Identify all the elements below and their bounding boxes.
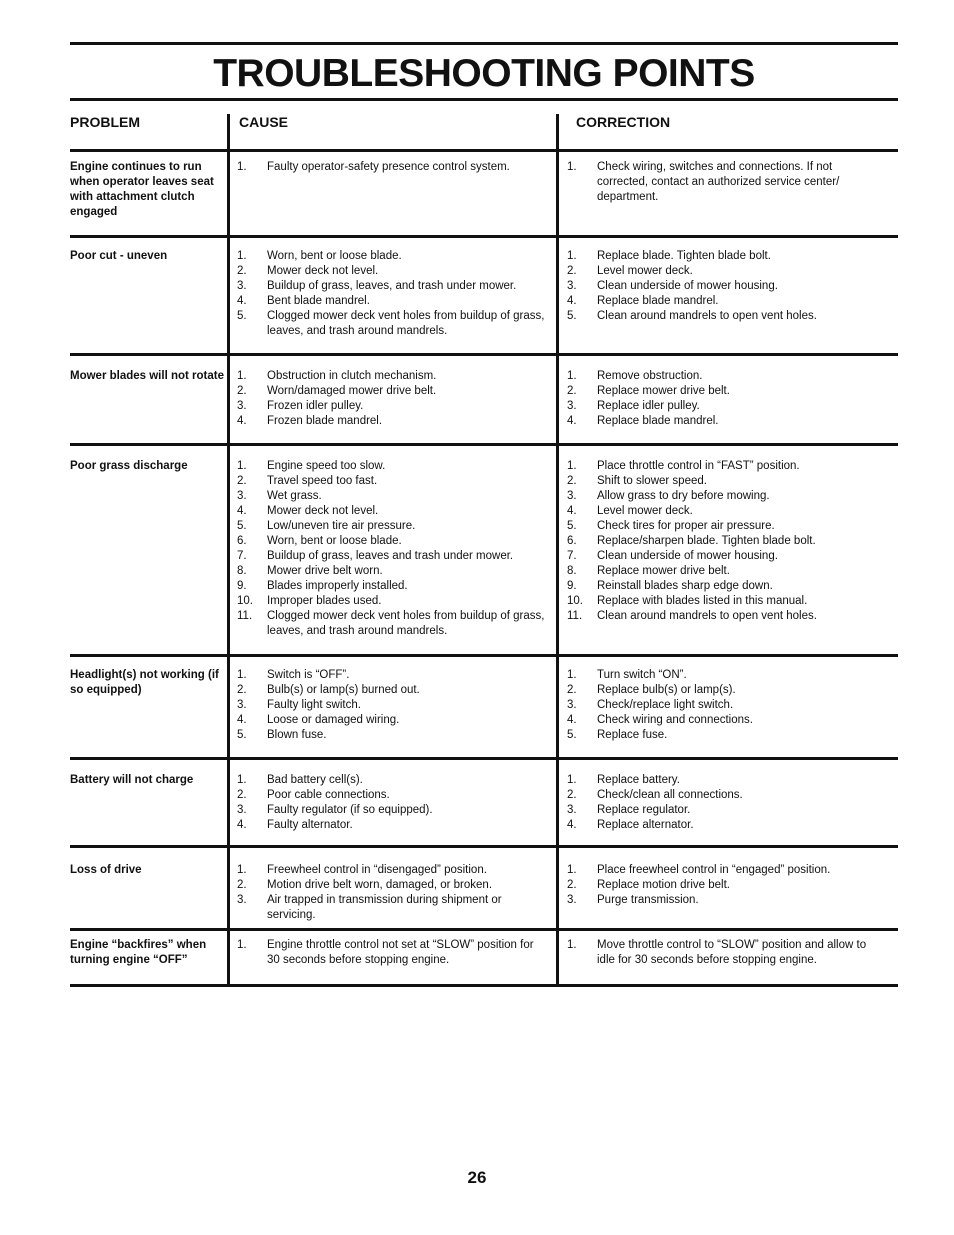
list-item: [567, 160, 885, 205]
item-number: 2.: [567, 385, 577, 397]
list-item: [567, 863, 885, 878]
correction-list: [567, 668, 885, 743]
item-number: 3.: [567, 804, 577, 816]
list-item: [567, 519, 885, 534]
item-number: 1.: [567, 161, 577, 173]
item-number: 1.: [567, 460, 577, 472]
list-item: [237, 279, 549, 294]
list-item: [567, 534, 885, 549]
header-problem: PROBLEM: [70, 114, 140, 130]
item-number: 1.: [567, 370, 577, 382]
list-item: [567, 309, 885, 324]
item-number: 1.: [237, 774, 247, 786]
item-number: 9.: [567, 580, 577, 592]
cause-list: [237, 668, 549, 743]
row-divider: [70, 928, 898, 931]
item-number: 2.: [567, 789, 577, 801]
item-text: Frozen blade mandrel.: [267, 415, 383, 427]
item-number: 2.: [237, 265, 247, 277]
list-item: [567, 668, 885, 683]
item-number: 6.: [567, 535, 577, 547]
list-item: [237, 788, 549, 803]
item-number: 3.: [237, 804, 247, 816]
item-text: Replace blade. Tighten blade bolt.: [597, 250, 771, 262]
problem-cell: Mower blades will not rotate: [70, 370, 224, 382]
list-item: [567, 893, 885, 908]
item-number: 2.: [237, 684, 247, 696]
row-divider: [70, 353, 898, 356]
list-item: [567, 504, 885, 519]
top-rule: [70, 42, 898, 45]
header-correction: CORRECTION: [576, 114, 671, 130]
item-text: Improper blades used.: [267, 595, 382, 607]
item-text: Replace battery.: [597, 774, 680, 786]
list-item: [567, 803, 885, 818]
row-divider: [70, 443, 898, 446]
item-number: 1.: [567, 669, 577, 681]
item-number: 2.: [237, 475, 247, 487]
item-text: Check wiring, switches and connections. If not corrected, contact an authorized service center/ department.: [597, 161, 840, 203]
list-item: [237, 878, 549, 893]
correction-list: [567, 160, 885, 205]
header-cause: CAUSE: [239, 114, 289, 130]
item-text: Engine throttle control not set at “SLOW” position for 30 seconds before stopping engine.: [267, 939, 534, 966]
item-number: 4.: [567, 505, 577, 517]
problem-cell: Poor grass discharge: [70, 460, 188, 472]
item-number: 8.: [567, 565, 577, 577]
list-item: [237, 504, 549, 519]
item-number: 1.: [237, 864, 247, 876]
item-text: Faulty alternator.: [267, 819, 353, 831]
item-text: Mower deck not level.: [267, 505, 379, 517]
item-number: 2.: [237, 879, 247, 891]
item-number: 6.: [237, 535, 247, 547]
list-item: [237, 160, 549, 175]
item-number: 1.: [567, 250, 577, 262]
list-item: [567, 609, 885, 624]
item-number: 5.: [567, 310, 577, 322]
item-text: Buildup of grass, leaves and trash under mower.: [267, 550, 514, 562]
item-number: 5.: [237, 520, 247, 532]
list-item: [567, 683, 885, 698]
item-number: 3.: [567, 699, 577, 711]
item-number: 4.: [237, 505, 247, 517]
item-number: 5.: [567, 729, 577, 741]
item-text: Mower drive belt worn.: [267, 565, 383, 577]
list-item: [237, 713, 549, 728]
list-item: [237, 534, 549, 549]
problem-cell: Poor cut - uneven: [70, 250, 168, 262]
list-item: [567, 878, 885, 893]
item-text: Purge transmission.: [597, 894, 699, 906]
list-item: [237, 414, 549, 429]
item-number: 1.: [237, 370, 247, 382]
list-item: [237, 564, 549, 579]
list-item: [237, 818, 549, 833]
list-item: [567, 414, 885, 429]
list-item: [237, 668, 549, 683]
item-number: 4.: [567, 295, 577, 307]
list-item: [237, 309, 549, 339]
list-item: [237, 459, 549, 474]
problem-cell: Headlight(s) not working (if so equipped): [70, 669, 219, 696]
list-item: [237, 474, 549, 489]
list-item: [567, 594, 885, 609]
list-item: [567, 564, 885, 579]
list-item: [567, 728, 885, 743]
item-text: Clean around mandrels to open vent holes.: [597, 310, 817, 322]
item-text: Check/clean all connections.: [597, 789, 743, 801]
item-text: Air trapped in transmission during shipment or servicing.: [267, 894, 502, 921]
item-number: 2.: [567, 879, 577, 891]
item-text: Turn switch “ON”.: [597, 669, 687, 681]
item-text: Replace motion drive belt.: [597, 879, 730, 891]
item-number: 1.: [567, 864, 577, 876]
item-text: Replace regulator.: [597, 804, 691, 816]
column-divider-problem: [227, 114, 230, 987]
item-text: Blown fuse.: [267, 729, 327, 741]
list-item: [237, 609, 549, 639]
list-item: [237, 294, 549, 309]
item-text: Blades improperly installed.: [267, 580, 408, 592]
item-number: 10.: [567, 595, 583, 607]
column-divider-cause: [556, 114, 559, 987]
list-item: [237, 683, 549, 698]
correction-list: [567, 863, 885, 908]
item-text: Replace blade mandrel.: [597, 415, 719, 427]
list-item: [567, 264, 885, 279]
item-text: Clogged mower deck vent holes from buildup of grass, leaves, and trash around mandrels.: [267, 310, 545, 337]
item-number: 3.: [567, 280, 577, 292]
item-text: Travel speed too fast.: [267, 475, 378, 487]
list-item: [237, 399, 549, 414]
item-number: 3.: [237, 699, 247, 711]
item-number: 4.: [237, 714, 247, 726]
list-item: [237, 594, 549, 609]
item-text: Place freewheel control in “engaged” position.: [597, 864, 831, 876]
item-number: 4.: [567, 415, 577, 427]
item-text: Faulty light switch.: [267, 699, 361, 711]
list-item: [237, 893, 549, 923]
item-text: Shift to slower speed.: [597, 475, 707, 487]
item-number: 7.: [237, 550, 247, 562]
item-text: Faulty operator-safety presence control system.: [267, 161, 510, 173]
item-number: 1.: [567, 774, 577, 786]
item-number: 1.: [567, 939, 577, 951]
item-number: 3.: [237, 400, 247, 412]
row-divider: [70, 845, 898, 848]
item-text: Bad battery cell(s).: [267, 774, 363, 786]
item-text: Replace alternator.: [597, 819, 694, 831]
list-item: [567, 938, 885, 968]
item-text: Engine speed too slow.: [267, 460, 386, 472]
item-number: 4.: [237, 415, 247, 427]
correction-list: [567, 773, 885, 833]
item-number: 4.: [237, 819, 247, 831]
item-text: Place throttle control in “FAST” position.: [597, 460, 800, 472]
item-number: 11.: [237, 610, 253, 622]
item-text: Replace idler pulley.: [597, 400, 700, 412]
item-number: 8.: [237, 565, 247, 577]
item-number: 5.: [567, 520, 577, 532]
item-text: Replace mower drive belt.: [597, 385, 730, 397]
item-text: Level mower deck.: [597, 505, 693, 517]
item-text: Check/replace light switch.: [597, 699, 734, 711]
cause-list: [237, 249, 549, 339]
list-item: [567, 713, 885, 728]
item-number: 2.: [567, 475, 577, 487]
item-text: Worn/damaged mower drive belt.: [267, 385, 437, 397]
page-number: 26: [467, 1168, 487, 1187]
item-number: 4.: [237, 295, 247, 307]
list-item: [567, 579, 885, 594]
item-text: Wet grass.: [267, 490, 322, 502]
list-item: [567, 369, 885, 384]
list-item: [237, 369, 549, 384]
list-item: [567, 294, 885, 309]
correction-list: [567, 459, 885, 624]
list-item: [237, 549, 549, 564]
list-item: [237, 698, 549, 713]
item-text: Low/uneven tire air pressure.: [267, 520, 416, 532]
item-number: 5.: [237, 310, 247, 322]
item-number: 2.: [237, 789, 247, 801]
item-text: Bent blade mandrel.: [267, 295, 370, 307]
item-number: 2.: [567, 684, 577, 696]
item-text: Check tires for proper air pressure.: [597, 520, 775, 532]
page-title: TROUBLESHOOTING POINTS: [213, 52, 755, 95]
item-text: Faulty regulator (if so equipped).: [267, 804, 433, 816]
item-number: 2.: [567, 265, 577, 277]
list-item: [567, 773, 885, 788]
list-item: [567, 489, 885, 504]
item-number: 3.: [567, 490, 577, 502]
list-item: [237, 863, 549, 878]
cause-list: [237, 938, 549, 968]
item-text: Obstruction in clutch mechanism.: [267, 370, 437, 382]
item-text: Replace with blades listed in this manual.: [597, 595, 808, 607]
item-number: 11.: [567, 610, 583, 622]
item-number: 9.: [237, 580, 247, 592]
list-item: [237, 579, 549, 594]
item-number: 1.: [237, 939, 247, 951]
cause-list: [237, 369, 549, 429]
item-text: Allow grass to dry before mowing.: [597, 490, 770, 502]
item-number: 1.: [237, 250, 247, 262]
list-item: [567, 549, 885, 564]
title-rule: [70, 98, 898, 101]
correction-list: [567, 369, 885, 429]
problem-cell: Loss of drive: [70, 864, 142, 876]
list-item: [567, 399, 885, 414]
item-text: Poor cable connections.: [267, 789, 390, 801]
list-item: [237, 938, 549, 968]
list-item: [567, 459, 885, 474]
row-divider: [70, 235, 898, 238]
item-text: Remove obstruction.: [597, 370, 703, 382]
cause-list: [237, 459, 549, 639]
row-divider: [70, 984, 898, 987]
list-item: [567, 698, 885, 713]
item-text: Frozen idler pulley.: [267, 400, 364, 412]
item-text: Clean around mandrels to open vent holes.: [597, 610, 817, 622]
row-divider: [70, 654, 898, 657]
item-number: 5.: [237, 729, 247, 741]
list-item: [567, 279, 885, 294]
item-text: Replace mower drive belt.: [597, 565, 730, 577]
list-item: [237, 803, 549, 818]
item-number: 3.: [237, 280, 247, 292]
item-text: Replace blade mandrel.: [597, 295, 719, 307]
item-text: Clean underside of mower housing.: [597, 550, 778, 562]
problem-cell: Engine “backfires” when turning engine “OFF”: [70, 939, 207, 966]
item-text: Switch is “OFF”.: [267, 669, 350, 681]
item-text: Worn, bent or loose blade.: [267, 250, 402, 262]
item-text: Loose or damaged wiring.: [267, 714, 400, 726]
item-text: Clogged mower deck vent holes from buildup of grass, leaves, and trash around mandrels.: [267, 610, 545, 637]
item-number: 3.: [237, 490, 247, 502]
item-text: Move throttle control to “SLOW” position and allow to idle for 30 seconds before stopping engine.: [597, 939, 867, 966]
item-number: 10.: [237, 595, 253, 607]
cause-list: [237, 773, 549, 833]
item-number: 4.: [567, 819, 577, 831]
item-number: 1.: [237, 669, 247, 681]
item-text: Check wiring and connections.: [597, 714, 753, 726]
correction-list: [567, 938, 885, 968]
item-text: Motion drive belt worn, damaged, or broken.: [267, 879, 493, 891]
list-item: [237, 384, 549, 399]
item-text: Freewheel control in “disengaged” position.: [267, 864, 487, 876]
item-text: Clean underside of mower housing.: [597, 280, 778, 292]
item-number: 7.: [567, 550, 577, 562]
item-text: Mower deck not level.: [267, 265, 379, 277]
item-number: 2.: [237, 385, 247, 397]
item-number: 4.: [567, 714, 577, 726]
item-text: Level mower deck.: [597, 265, 693, 277]
item-text: Replace fuse.: [597, 729, 668, 741]
cause-list: [237, 863, 549, 923]
list-item: [237, 264, 549, 279]
item-number: 3.: [567, 894, 577, 906]
row-divider: [70, 757, 898, 760]
item-number: 1.: [237, 460, 247, 472]
list-item: [237, 519, 549, 534]
item-text: Worn, bent or loose blade.: [267, 535, 402, 547]
item-number: 3.: [237, 894, 247, 906]
list-item: [567, 249, 885, 264]
item-text: Reinstall blades sharp edge down.: [597, 580, 773, 592]
list-item: [237, 489, 549, 504]
list-item: [567, 474, 885, 489]
item-number: 1.: [237, 161, 247, 173]
item-text: Replace bulb(s) or lamp(s).: [597, 684, 736, 696]
cause-list: [237, 160, 549, 175]
list-item: [237, 773, 549, 788]
row-divider: [70, 149, 898, 152]
item-text: Buildup of grass, leaves, and trash under mower.: [267, 280, 517, 292]
list-item: [567, 818, 885, 833]
item-text: Replace/sharpen blade. Tighten blade bolt.: [597, 535, 816, 547]
list-item: [567, 384, 885, 399]
item-text: Bulb(s) or lamp(s) burned out.: [267, 684, 420, 696]
problem-cell: Engine continues to run when operator leaves seat with attachment clutch engaged: [70, 161, 214, 218]
list-item: [237, 728, 549, 743]
list-item: [237, 249, 549, 264]
list-item: [567, 788, 885, 803]
correction-list: [567, 249, 885, 324]
problem-cell: Battery will not charge: [70, 774, 194, 786]
item-number: 3.: [567, 400, 577, 412]
